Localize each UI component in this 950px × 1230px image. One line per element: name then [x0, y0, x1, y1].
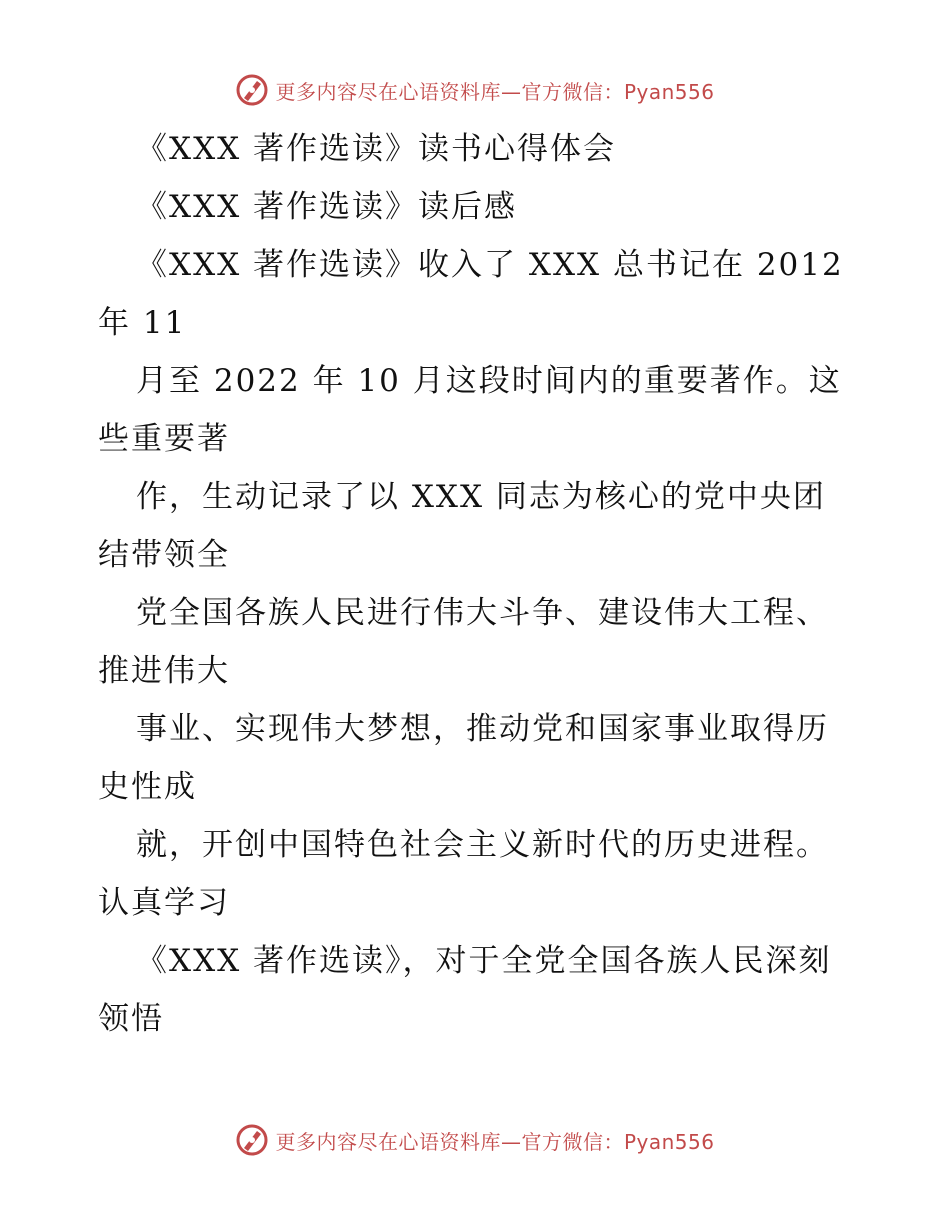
text-line: 年 11 — [98, 305, 187, 341]
text-line: 就，开创中国特色社会主义新时代的历史进程。 — [136, 827, 829, 863]
header-banner — [0, 70, 950, 110]
pen-logo-icon — [235, 73, 269, 107]
text-line: 领悟 — [98, 1001, 164, 1037]
footer-banner — [0, 1120, 950, 1160]
banner-text: 更多内容尽在心语资料库—官方微信：Pyan556 — [275, 79, 715, 104]
text-line: 党全国各族人民进行伟大斗争、建设伟大工程、 — [136, 595, 829, 631]
text-line: 推进伟大 — [98, 653, 230, 689]
text-line: 《XXX 著作选读》读后感 — [136, 189, 518, 225]
text-line: 结带领全 — [98, 537, 230, 573]
text-line: 《XXX 著作选读》，对于全党全国各族人民深刻 — [136, 943, 832, 979]
text-line: 些重要著 — [98, 421, 230, 457]
text-line: 认真学习 — [98, 885, 230, 921]
text-line: 月至 2022 年 10 月这段时间内的重要著作。这 — [136, 363, 842, 399]
pen-logo-icon — [235, 1123, 269, 1157]
text-line: 事业、实现伟大梦想，推动党和国家事业取得历 — [136, 711, 829, 747]
banner-text: 更多内容尽在心语资料库—官方微信：Pyan556 — [275, 1129, 715, 1154]
document-body — [98, 120, 858, 1048]
text-line: 史性成 — [98, 769, 197, 805]
footer-banner-inner — [235, 1123, 714, 1157]
text-line: 作，生动记录了以 XXX 同志为核心的党中央团 — [136, 479, 826, 515]
header-banner-inner — [235, 73, 714, 107]
text-line: 《XXX 著作选读》读书心得体会 — [136, 131, 617, 167]
text-line: 《XXX 著作选读》收入了 XXX 总书记在 2012 — [136, 247, 844, 283]
